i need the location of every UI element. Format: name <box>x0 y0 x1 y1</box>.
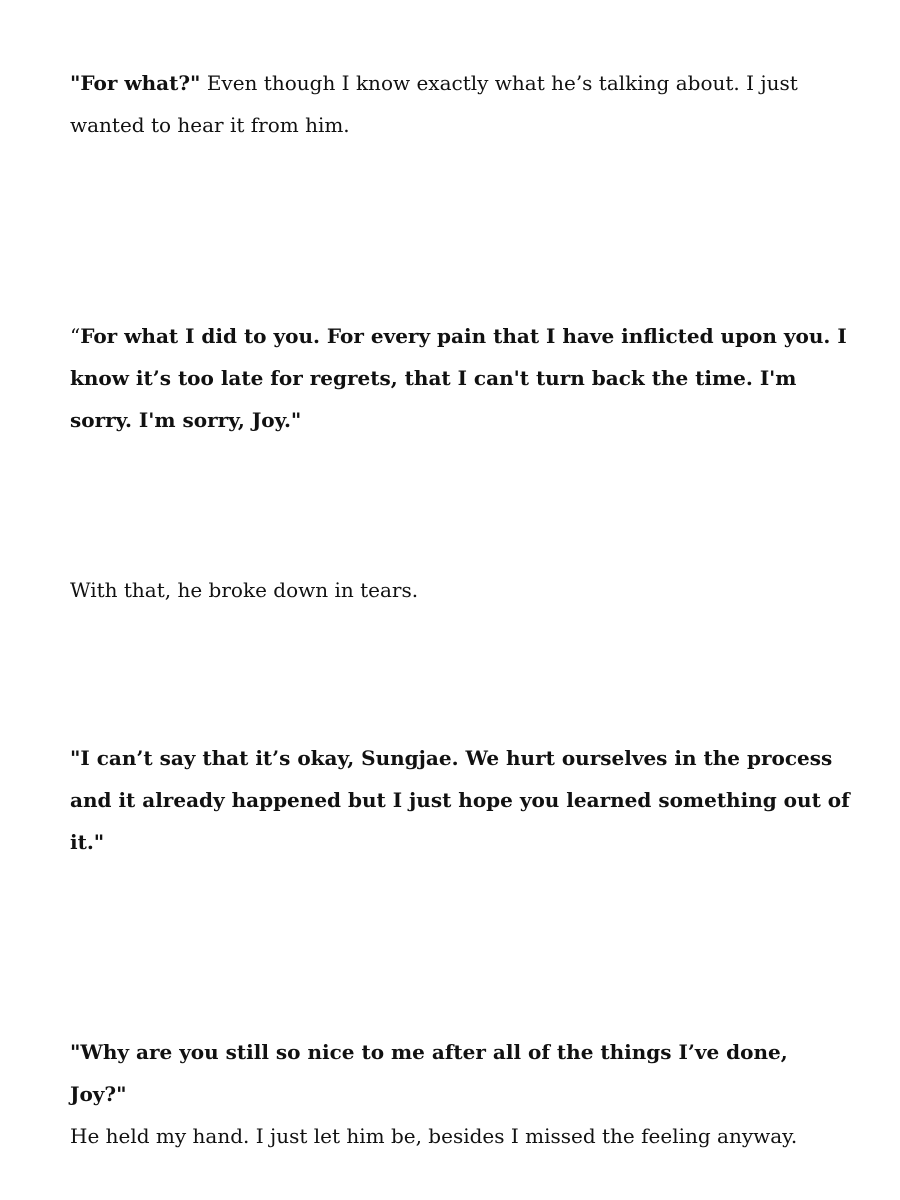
narration-text: Even though I know exactly what he’s talking about. I just wanted to hear it from him. <box>70 71 798 137</box>
dialogue-bold: "For what?" <box>70 71 201 95</box>
paragraph-tears <box>70 569 850 611</box>
dialogue-bold: "Why are you still so nice to me after all of the things I’ve done, Joy?" <box>70 1040 788 1106</box>
paragraph-not-okay <box>70 737 850 863</box>
paragraph-apology <box>70 315 850 441</box>
paragraph-why-nice <box>70 1031 850 1157</box>
narration-text: He held my hand. I just let him be, besides I missed the feeling anyway. <box>70 1124 798 1148</box>
narration-text: With that, he broke down in tears. <box>70 578 419 602</box>
paragraph-for-what <box>70 62 850 146</box>
dialogue-bold: "I can’t say that it’s okay, Sungjae. We hurt ourselves in the process and it already happened but I just hope you learned something out of it." <box>70 746 850 854</box>
dialogue-bold: For what I did to you. For every pain that I have inflicted upon you. I know it’s too late for regrets, that I can't turn back the time. I'm sorry. I'm sorry, Joy." <box>70 324 847 432</box>
opening-quote: “ <box>70 324 81 348</box>
